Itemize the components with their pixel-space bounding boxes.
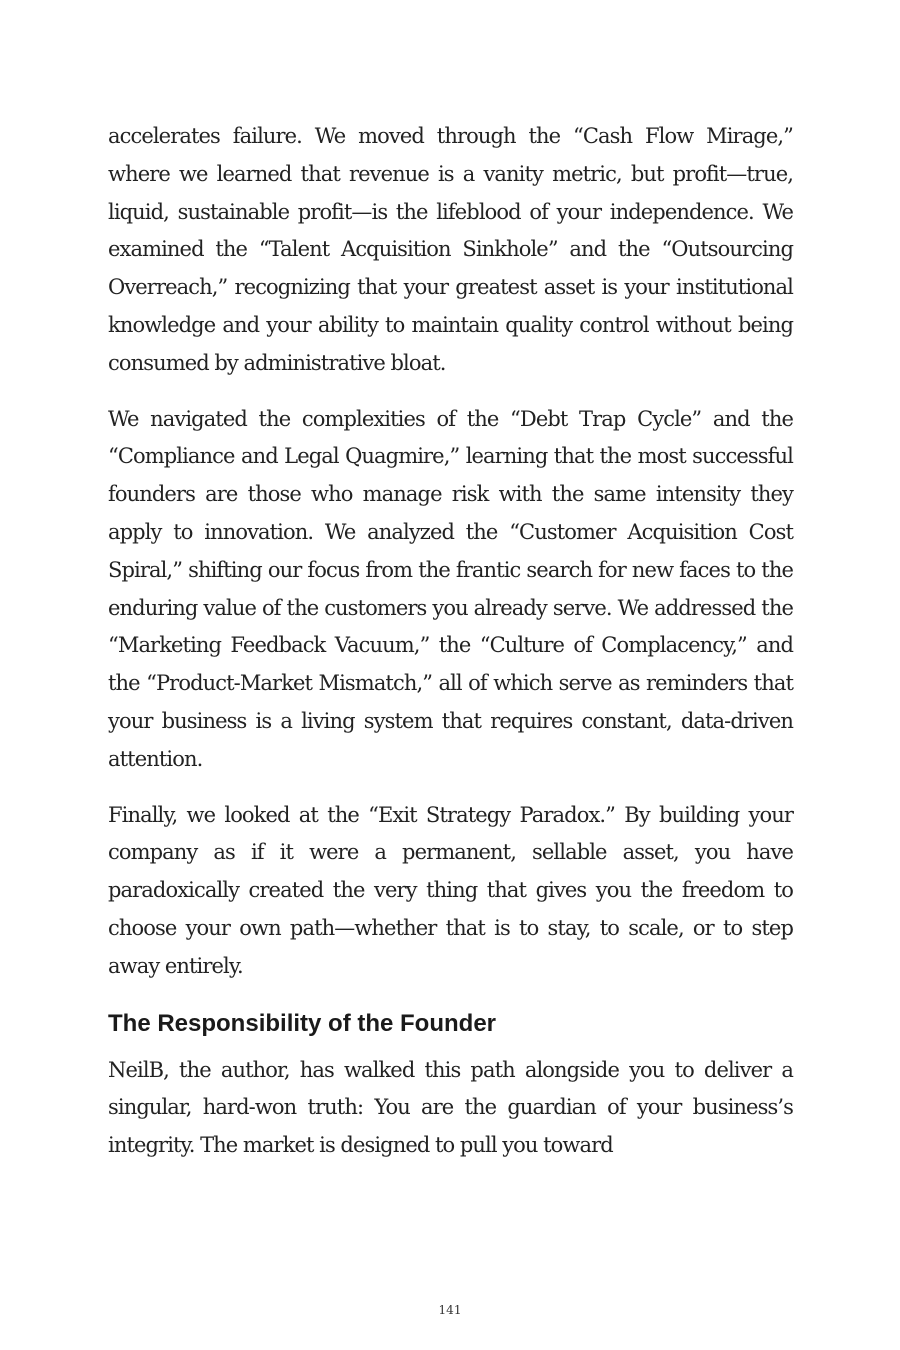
paragraph-review-failures: accelerates failure. We moved through the “Cash Flow Mirage,” where we learned that revenue is a vanity metric, but profit—true, liquid, sustainable profit—is the lifeblood of your independence. We examined the “Talent Acquisition Sinkhole” and the “Outsourcing Overreach,” recognizing that your greatest asset is your institutional knowledge and your ability to maintain quality control without being consumed by administrative bloat.	[108, 124, 793, 375]
paragraph-founder-responsibility: NeilB, the author, has walked this path alongside you to deliver a singular, hard-won truth: You are the guardian of your business’s integrity. The market is designed to pull you toward	[108, 1057, 793, 1158]
page-number: 141	[438, 1303, 462, 1317]
page-content	[108, 118, 793, 1183]
paragraph-review-risks: We navigated the complexities of the “Debt Trap Cycle” and the “Compliance and Legal Quagmire,” learning that the most successful founders are those who manage risk with the same intensity they apply to innovation. We analyzed the “Customer Acquisition Cost Spiral,” shifting our focus from the frantic search for new faces to the enduring value of the customers you already serve. We addressed the “Marketing Feedback Vacuum,” the “Culture of Complacency,” and the “Product-Market Mismatch,” all of which serve as reminders that your business is a living system that requires constant, data-driven attention.	[108, 406, 793, 771]
paragraph-exit-strategy: Finally, we looked at the “Exit Strategy Paradox.” By building your company as if it were a permanent, sellable asset, you have paradoxically created the very thing that gives you the freedom to choose your own path—whether that is to stay, to scale, or to step away entirely.	[108, 802, 793, 978]
section-heading: The Responsibility of the Founder	[108, 1009, 497, 1037]
